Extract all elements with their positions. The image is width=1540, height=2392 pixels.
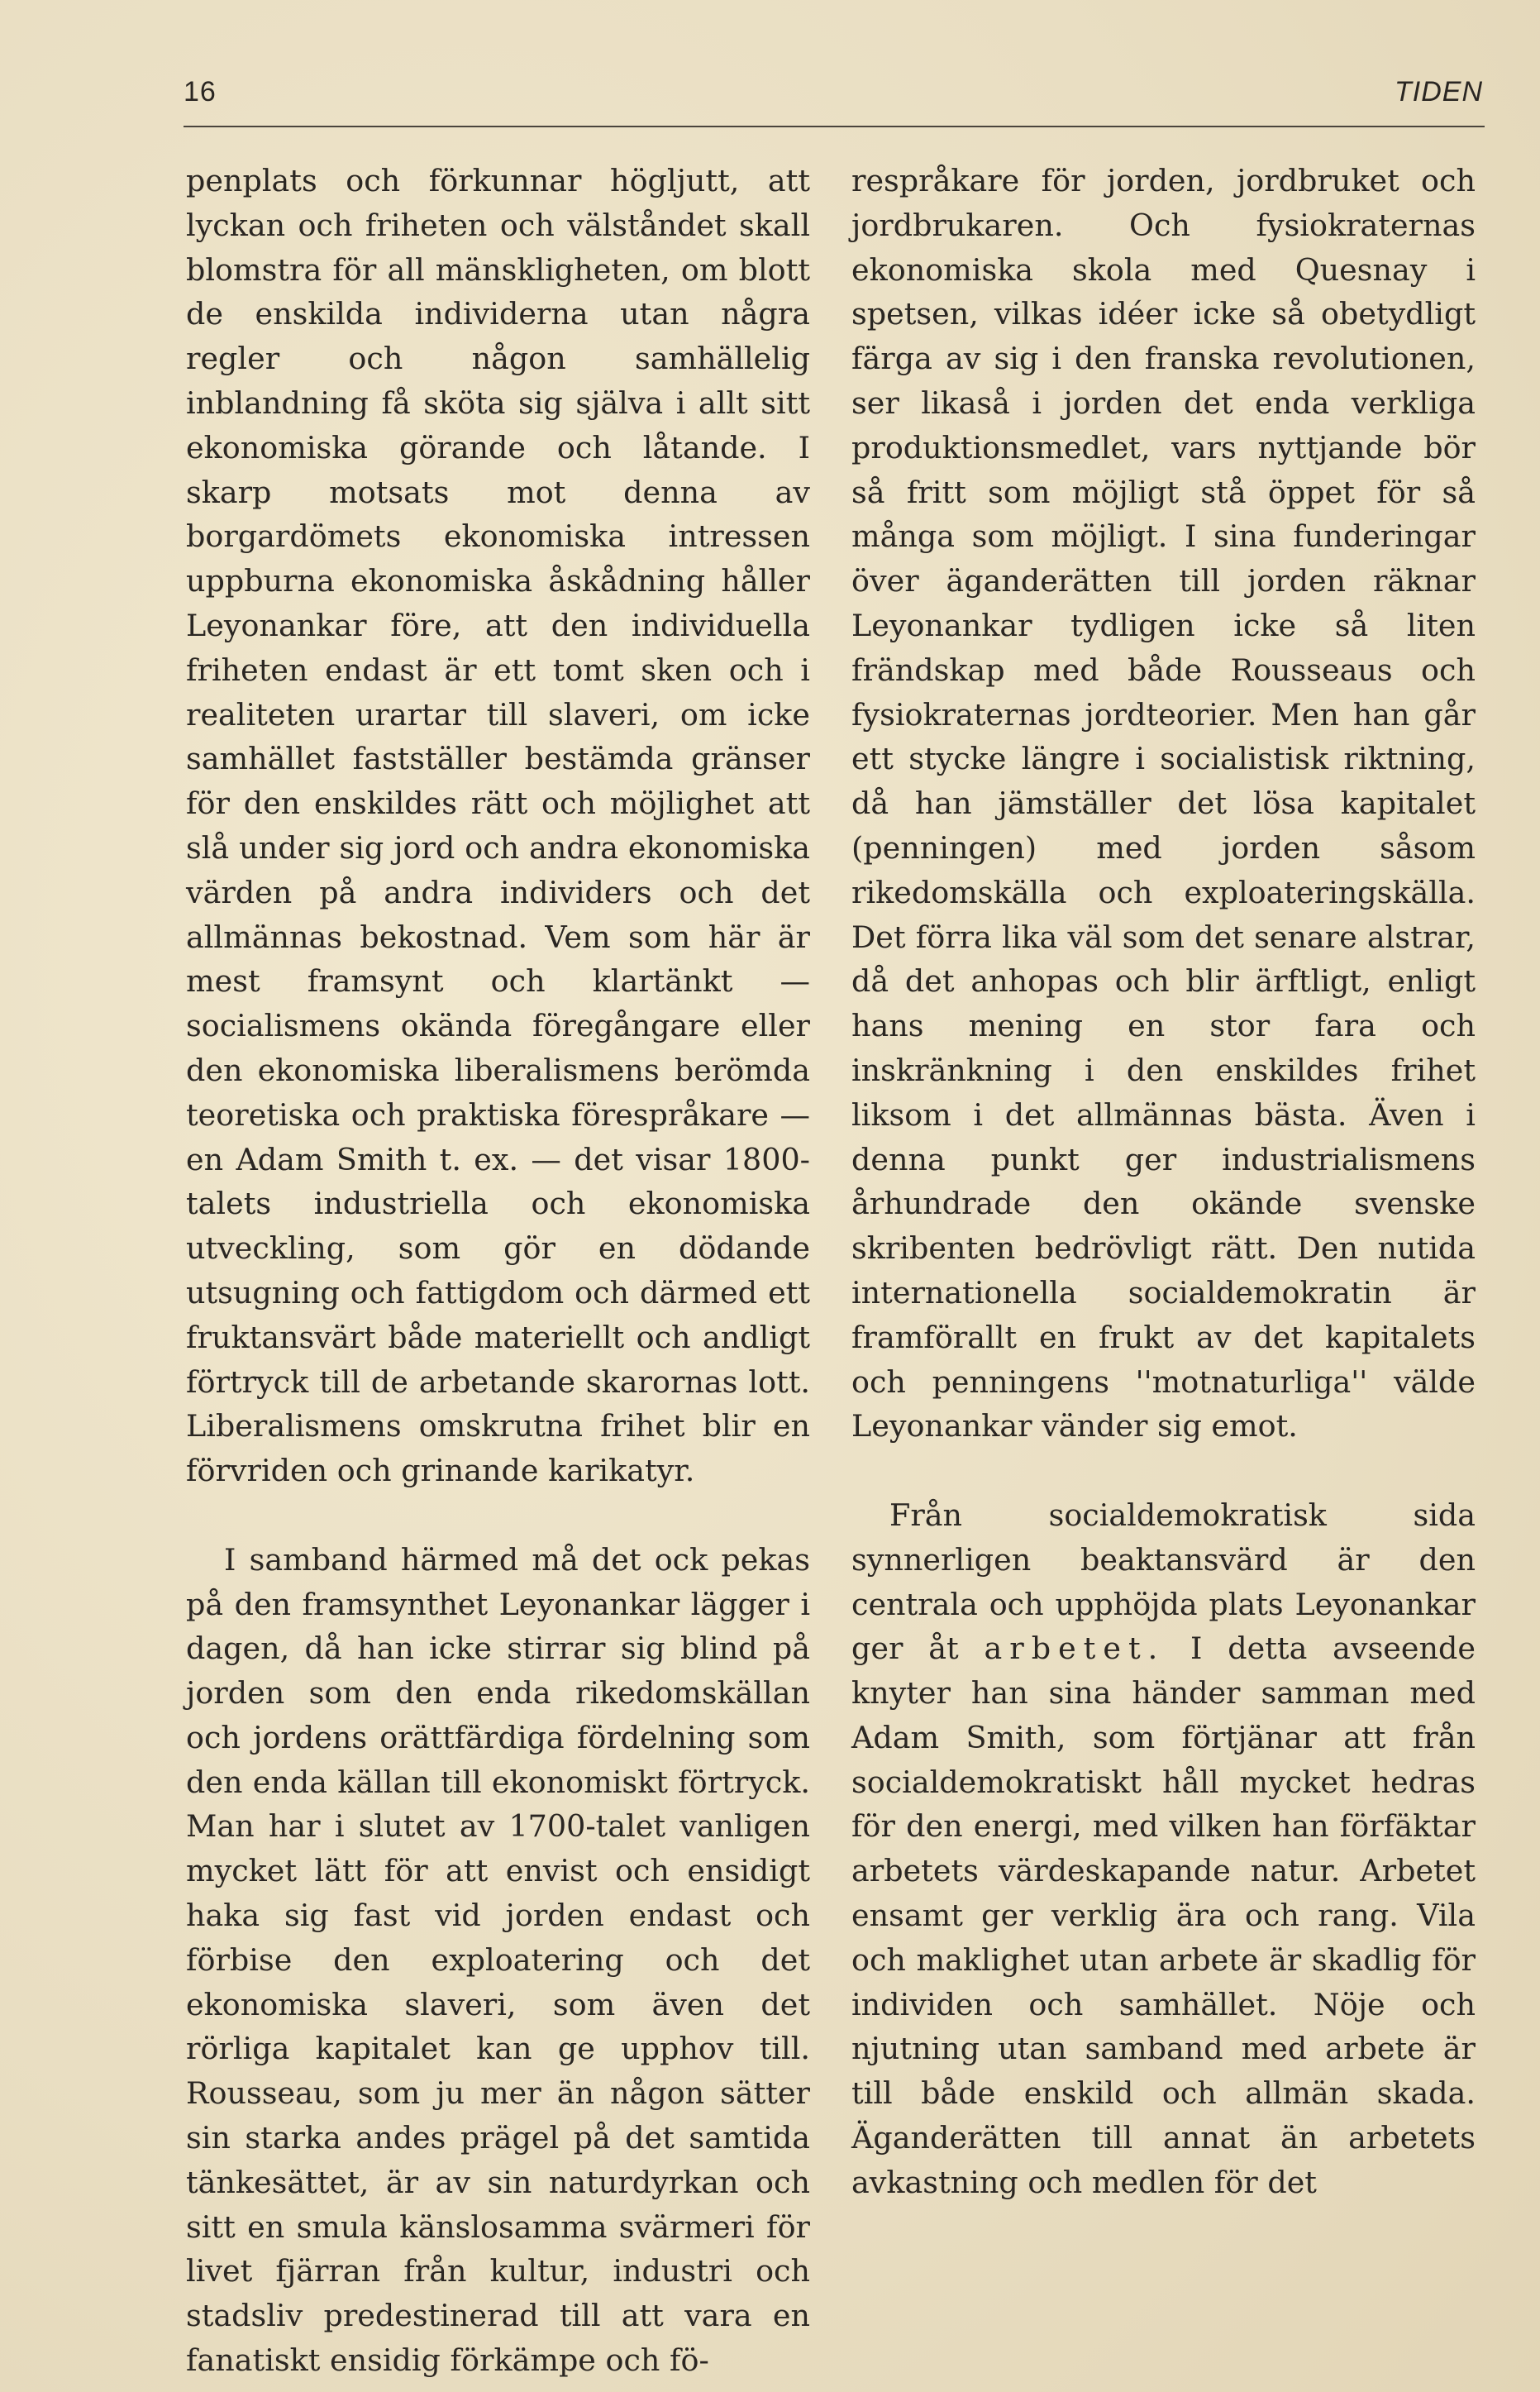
emphasized-word: arbetet.	[984, 1630, 1166, 1667]
page-number: 16	[184, 76, 217, 107]
running-title: TIDEN	[1395, 76, 1483, 107]
right-paragraph-1: respråkare för jorden, jordbruket och jordbrukaren. Och fysiokraternas ekonomiska skola med Quesnay i spetsen, vilkas idéer icke så obetydligt färga av sig i den franska revolutionen, ser likaså i jorden det enda verkliga produktionsmedlet, vars nyttjande bör så fritt som möjligt stå öppet för så många som möjligt. I sina funderingar över äganderätten till jorden räknar Leyonankar tydligen icke så liten frändskap med både Rousseaus och fysiokraternas jordteorier. Men han går ett stycke längre i socialistisk riktning, då han jämställer det lösa kapitalet (penningen) med jorden såsom rikedomskälla och exploateringskälla. Det förra lika väl som det senare alstrar, då det anhopas och blir ärftligt, enligt hans mening en stor fara och inskränkning i den enskildes frihet liksom i det allmännas bästa. Även i denna punkt ger industrialismens århundrade den okände svenske skribenten bedrövligt rätt. Den nutida internationella socialdemokratin är framförallt en frukt av det kapitalets och penningens ''motnaturliga'' välde Leyonankar vänder sig emot.	[851, 163, 1476, 1444]
right-paragraph-2-start: Från socialdemokratisk sida synnerligen beaktansvärd är den centrala och upphöjda plats Leyonankar ger åt	[851, 1497, 1476, 1667]
left-column	[186, 159, 810, 2383]
right-paragraph-2-end: I detta avseende knyter han sina händer samman med Adam Smith, som förtjänar att från socialdemokratiskt håll mycket hedras för den energi, med vilken han förfäktar arbetets värdeskapande natur. Arbetet ensamt ger verklig ära och rang. Vila och maklighet utan arbete är skadlig för individen och samhället. Nöje och njutning utan samband med arbete är till både enskild och allmän skada. Äganderätten till annat än arbetets avkastning och medlen för det	[851, 1630, 1476, 2200]
header-rule	[184, 126, 1485, 127]
right-column	[851, 159, 1476, 2205]
left-paragraph-2: I samband härmed må det ock pekas på den framsynthet Leyonankar lägger i dagen, då han icke stirrar sig blind på jorden som den enda rikedomskällan och jordens orättfärdiga fördelning som den enda källan till ekonomiskt förtryck. Man har i slutet av 1700-talet vanligen mycket lätt för att envist och ensidigt haka sig fast vid jorden endast och förbise den exploatering och det ekonomiska slaveri, som även det rörliga kapitalet kan ge upphov till. Rousseau, som ju mer än någon sätter sin starka andes prägel på det samtida tänkesättet, är av sin naturdyrkan och sitt en smula känslosamma svärmeri för livet fjärran från kultur, industri och stadsliv predestinerad till att vara en fanatiskt ensidig förkämpe och fö-	[186, 1541, 810, 2379]
page-header	[184, 76, 1483, 129]
right-paragraph-2	[851, 1493, 1476, 2205]
left-paragraph-1: penplats och förkunnar högljutt, att lyckan och friheten och välståndet skall blomstra för all mänskligheten, om blott de enskilda individerna utan några regler och någon samhällelig inblandning få sköta sig själva i allt sitt ekonomiska görande och låtande. I skarp motsats mot denna av borgardömets ekonomiska intressen uppburna ekonomiska åskådning håller Leyonankar före, att den individuella friheten endast är ett tomt sken och i realiteten urartar till slaveri, om icke samhället fastställer bestämda gränser för den enskildes rätt och möjlighet att slå under sig jord och andra ekonomiska värden på andra individers och det allmännas bekostnad. Vem som här är mest framsynt och klartänkt — socialismens okända föregångare eller den ekonomiska liberalismens berömda teoretiska och praktiska förespråkare — en Adam Smith t. ex. — det visar 1800-talets industriella och ekonomiska utveckling, som gör en dödande utsugning och fattigdom och därmed ett fruktansvärt både materiellt och andligt förtryck till de arbetande skarornas lott. Liberalismens omskrutna frihet blir en förvriden och grinande karikatyr.	[186, 163, 810, 1489]
